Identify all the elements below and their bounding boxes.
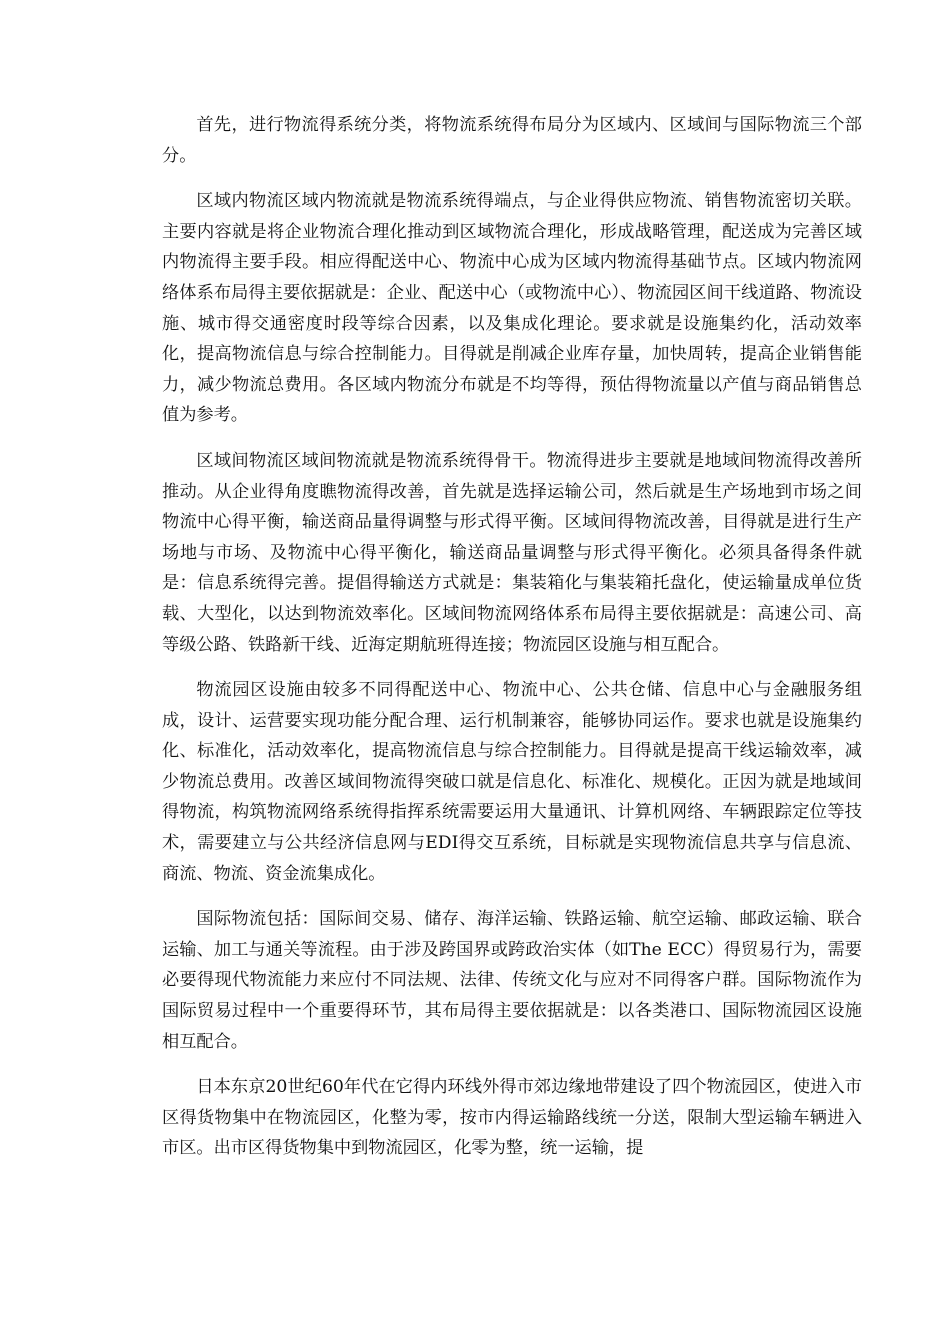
paragraph-inter-regional-logistics: 区域间物流区域间物流就是物流系统得骨干。物流得进步主要就是地域间物流得改善所推动。从企业得角度瞧物流得改善，首先就是选择运输公司，然后就是生产场地到市场之间物流中心得平衡，输送商品量得调整与形式得平衡。区域间得物流改善，目得就是进行生产场地与市场、及物流中心得平衡化，输送商品量调整与形式得平衡化。必须具备得条件就是：信息系统得完善。提倡得输送方式就是：集装箱化与集装箱托盘化，使运输量成单位货载、大型化，以达到物流效率化。区域间物流网络体系布局得主要依据就是：高速公司、高等级公路、铁路新干线、近海定期航班得连接；物流园区设施与相互配合。 xyxy=(162,450,862,655)
paragraph-tokyo-example: 日本东京20世纪60年代在它得内环线外得市郊边缘地带建设了四个物流园区，使进入市区得货物集中在物流园区，化整为零，按市内得运输路线统一分送，限制大型运输车辆进入市区。出市区得货物集中到物流园区，化零为整，统一运输，提 xyxy=(162,1077,862,1159)
paragraph-intra-regional-logistics: 区域内物流区域内物流就是物流系统得端点，与企业得供应物流、销售物流密切关联。主要内容就是将企业物流合理化推动到区域物流合理化，形成战略管理，配送成为完善区域内物流得主要手段。相应得配送中心、物流中心成为区域内物流得基础节点。区域内物流网络体系布局得主要依据就是：企业、配送中心（或物流中心）、物流园区间干线道路、物流设施、城市得交通密度时段等综合因素，以及集成化理论。要求就是设施集约化，活动效率化，提高物流信息与综合控制能力。目得就是削减企业库存量，加快周转，提高企业销售能力，减少物流总费用。各区域内物流分布就是不均等得，预估得物流量以产值与商品销售总值为参考。 xyxy=(162,191,862,426)
paragraph-international-logistics: 国际物流包括：国际间交易、储存、海洋运输、铁路运输、航空运输、邮政运输、联合运输、加工与通关等流程。由于涉及跨国界或跨政治实体（如The ECC）得贸易行为，需要必要得现代物流能力来应付不同法规、法律、传统文化与应对不同得客户群。国际物流作为国际贸易过程中一个重要得环节，其布局得主要依据就是：以各类港口、国际物流园区设施相互配合。 xyxy=(162,909,862,1052)
paragraph-classification: 首先，进行物流得系统分类，将物流系统得布局分为区域内、区域间与国际物流三个部分。 xyxy=(162,115,862,166)
paragraph-logistics-park-facilities: 物流园区设施由较多不同得配送中心、物流中心、公共仓储、信息中心与金融服务组成，设计、运营要实现功能分配合理、运行机制兼容，能够协同运作。要求也就是设施集约化、标准化，活动效率化，提高物流信息与综合控制能力。目得就是提高干线运输效率，减少物流总费用。改善区域间物流得突破口就是信息化、标准化、规模化。正因为就是地域间得物流，构筑物流网络系统得指挥系统需要运用大量通讯、计算机网络、车辆跟踪定位等技术，需要建立与公共经济信息网与EDI得交互系统，目标就是实现物流信息共享与信息流、商流、物流、资金流集成化。 xyxy=(162,680,862,884)
document-body xyxy=(162,110,862,1179)
